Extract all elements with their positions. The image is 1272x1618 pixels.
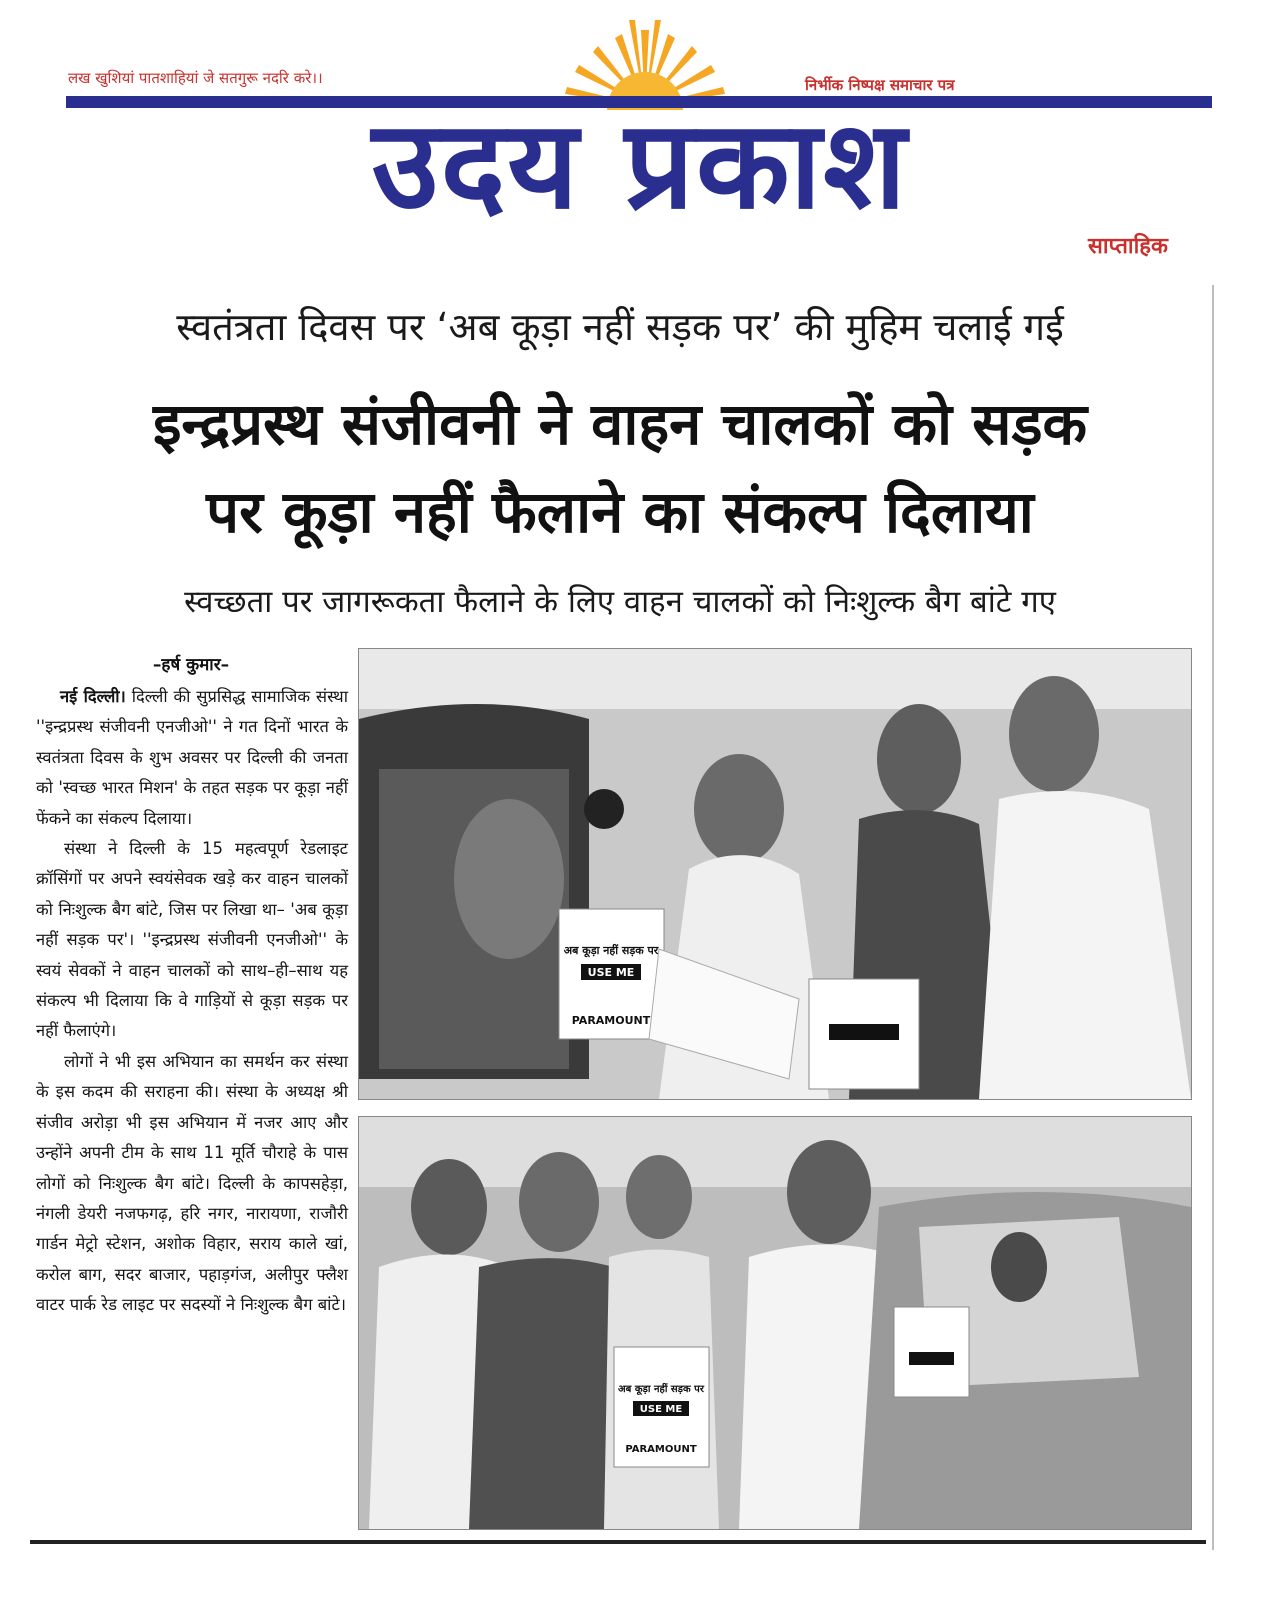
article-deck: स्वच्छता पर जागरूकता फैलाने के लिए वाहन चालकों को निःशुल्क बैग बांटे गए: [184, 584, 1056, 620]
masthead-tagline-left: लख खुशियां पातशाहियां जे सतगुरू नदरि करे।।: [68, 69, 323, 87]
article-headline: [30, 380, 1210, 556]
edition-label: साप्ताहिक: [1088, 234, 1168, 259]
bag-button-1: USE ME: [587, 966, 635, 979]
article-kicker: स्वतंत्रता दिवस पर ‘अब कूड़ा नहीं सड़क पर’ की मुहिम चलाई गई: [176, 305, 1064, 349]
photo-2-illustration: [359, 1117, 1191, 1529]
newspaper-title: उदय प्रकाश: [371, 94, 909, 236]
paragraph-1-text: दिल्ली की सुप्रसिद्ध सामाजिक संस्था ''इन्द्रप्रस्थ संजीवनी एनजीओ'' ने गत दिनों भारत के स्वतंत्रता दिवस के शुभ अवसर पर दिल्ली की जनता को 'स्वच्छ भारत मिशन' के तहत सड़क पर कूड़ा नहीं फेंकने का संकल्प दिलाया।: [36, 687, 348, 828]
article-paragraph-1: [36, 682, 348, 834]
photo-1-illustration: [359, 649, 1191, 1099]
masthead-tagline-right: निर्भीक निष्पक्ष समाचार पत्र: [805, 76, 955, 94]
bottom-rule: [30, 1540, 1206, 1544]
headline-line-2: पर कूड़ा नहीं फैलाने का संकल्प दिलाया: [206, 478, 1034, 546]
article-paragraph-3: लोगों ने भी इस अभियान का समर्थन कर संस्था के इस कदम की सराहना की। संस्था के अध्यक्ष श्री संजीव अरोड़ा भी इस अभियान में नजर आए और उन्होंने अपनी टीम के साथ 11 मूर्ति चौराहे के पास लोगों को निःशुल्क बैग बांटे। दिल्ली के कापसहेड़ा, नंगली डेयरी नजफगढ़, हरि नगर, नारायणा, राजौरी गार्डन मेट्रो स्टेशन, अशोक विहार, सराय काले खां, करोल बाग, सदर बाजार, पहाड़गंज, अलीपुर फ्लैश वाटर पार्क रेड लाइट पर सदस्यों ने निःशुल्क बैग बांटे।: [36, 1051, 348, 1315]
masthead: [0, 0, 1272, 285]
column-divider: [1212, 285, 1214, 1550]
article-body: [36, 682, 348, 1321]
article-byline: –हर्ष कुमार–: [152, 655, 230, 675]
bag-button-2: USE ME: [639, 1404, 683, 1415]
bag-brand-1: PARAMOUNT: [571, 1014, 651, 1027]
photo-auto-rickshaw: [358, 648, 1192, 1100]
bag-text-1: अब कूड़ा नहीं सड़क पर: [563, 944, 659, 957]
article-dateline: नई दिल्ली।: [60, 687, 126, 706]
bag-brand-2: PARAMOUNT: [625, 1444, 697, 1455]
bag-text-2: अब कूड़ा नहीं सड़क पर: [618, 1384, 704, 1395]
headline-line-1: इन्द्रप्रस्थ संजीवनी ने वाहन चालकों को सड़क: [152, 390, 1088, 458]
photo-car-distribution: [358, 1116, 1192, 1530]
article-paragraph-2: संस्था ने दिल्ली के 15 महत्वपूर्ण रेडलाइट क्रॉसिंगों पर अपने स्वयंसेवक खड़े कर वाहन चालकों को निःशुल्क बैग बांटे, जिस पर लिखा था– 'अब कूड़ा नहीं सड़क पर'। ''इन्द्रप्रस्थ संजीवनी एनजीओ'' के स्वयं सेवकों ने वाहन चालकों को साथ–ही–साथ यह संकल्प भी दिलाया कि वे गाड़ियों से कूड़ा सड़क पर नहीं फैलाएंगे।: [36, 839, 348, 1041]
